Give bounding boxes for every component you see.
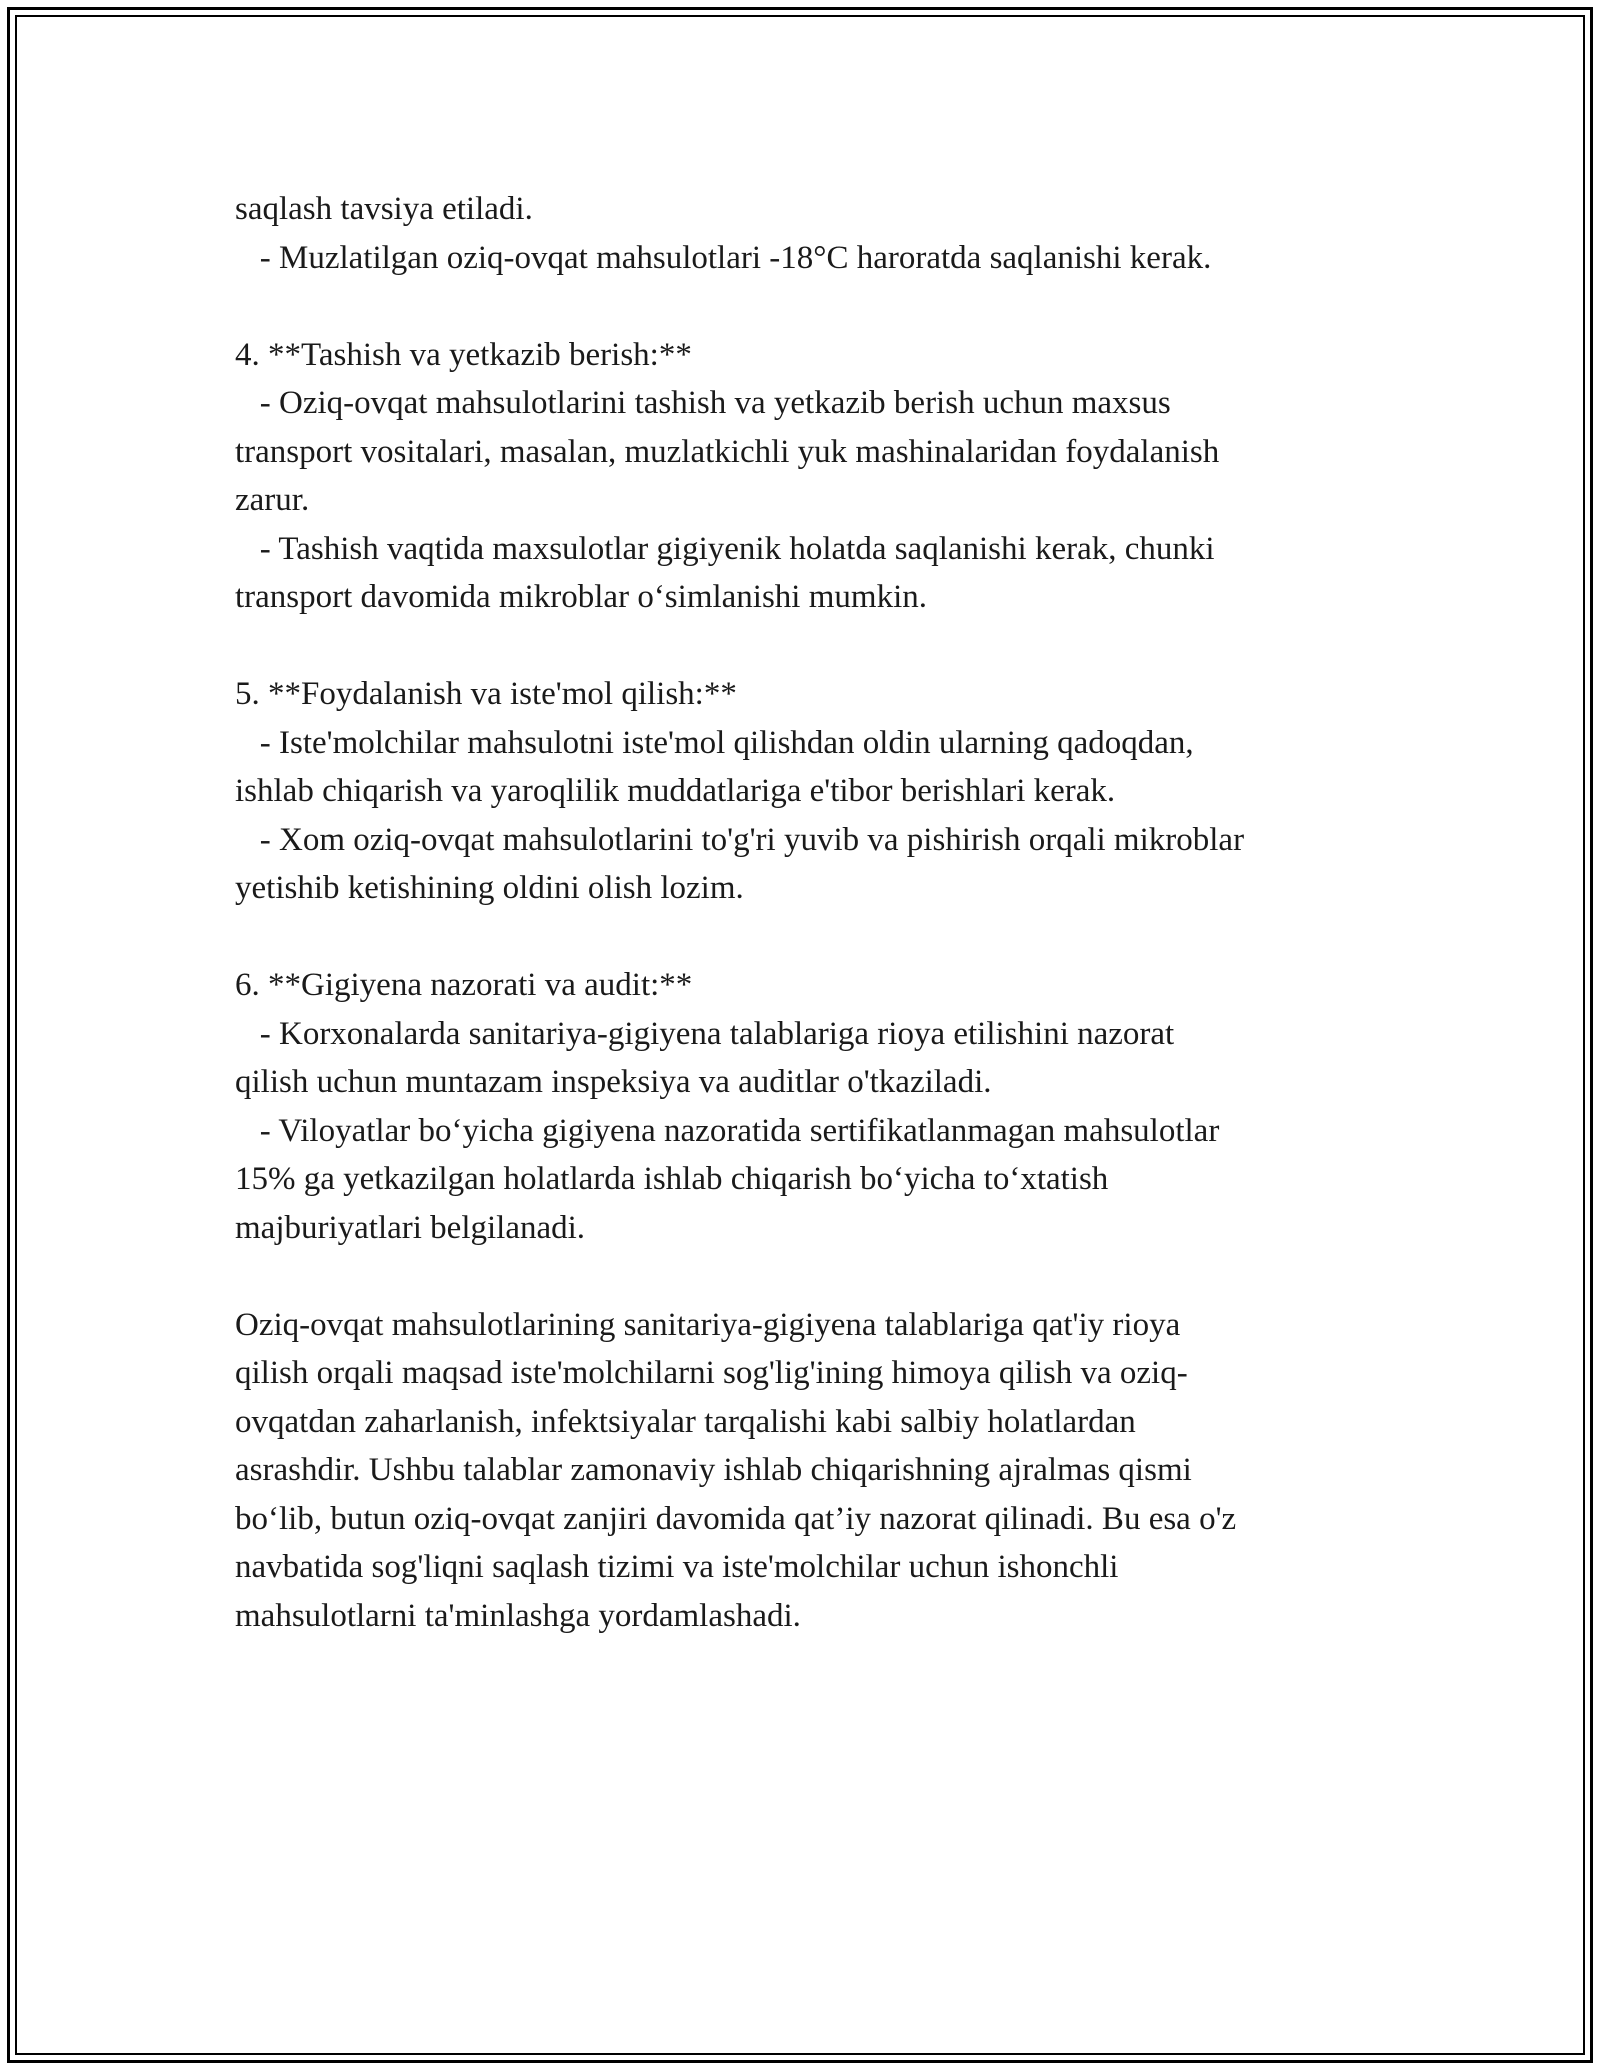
conclusion-line: ovqatdan zaharlanish, infektsiyalar tarqalishi kabi salbiy holatlardan [235, 1403, 1136, 1440]
text-line: - Tashish vaqtida maxsulotlar gigiyenik holatda saqlanishi kerak, chunki [235, 530, 1215, 567]
blank-line [235, 1252, 1375, 1301]
text-line: yetishib ketishining oldini olish lozim. [235, 870, 744, 906]
document-body [235, 185, 1375, 1640]
text-line: qilish uchun muntazam inspeksiya va auditlar o'tkaziladi. [235, 1064, 992, 1100]
conclusion-line: mahsulotlarni ta'minlashga yordamlashadi. [235, 1597, 801, 1634]
text-line: - Korxonalarda sanitariya-gigiyena talablariga rioya etilishini nazorat [235, 1015, 1175, 1052]
text-line: zarur. [235, 482, 310, 518]
conclusion-line: navbatida sog'liqni saqlash tizimi va iste'molchilar uchun ishonchli [235, 1549, 1119, 1585]
text-line: - Iste'molchilar mahsulotni iste'mol qilishdan oldin ularning qadoqdan, [235, 724, 1194, 761]
section-heading: 6. **Gigiyena nazorati va audit:** [235, 967, 693, 1003]
section-heading: 5. **Foydalanish va iste'mol qilish:** [235, 676, 737, 712]
blank-line [235, 913, 1375, 962]
text-line: 15% ga yetkazilgan holatlarda ishlab chiqarish bo‘yicha to‘xtatish [235, 1161, 1109, 1197]
blank-line [235, 622, 1375, 671]
text-line: transport vositalari, masalan, muzlatkichli yuk mashinalaridan foydalanish [235, 433, 1220, 470]
text-line: saqlash tavsiya etiladi. [235, 191, 533, 227]
text-line: transport davomida mikroblar o‘simlanishi mumkin. [235, 579, 927, 615]
text-line: - Oziq-ovqat mahsulotlarini tashish va yetkazib berish uchun maxsus [235, 385, 1171, 421]
text-line: majburiyatlari belgilanadi. [235, 1209, 586, 1246]
conclusion-line: qilish orqali maqsad iste'molchilarni sog'lig'ining himoya qilish va oziq- [235, 1355, 1188, 1391]
section-heading: 4. **Tashish va yetkazib berish:** [235, 336, 692, 373]
conclusion-line: bo‘lib, butun oziq-ovqat zanjiri davomida qat’iy nazorat qilinadi. Bu esa o'z [235, 1500, 1237, 1537]
conclusion-line: asrashdir. Ushbu talablar zamonaviy ishlab chiqarishning ajralmas qismi [235, 1452, 1192, 1488]
text-line: - Viloyatlar bo‘yicha gigiyena nazoratida sertifikatlanmagan mahsulotlar [235, 1112, 1220, 1149]
text-line: - Muzlatilgan oziq-ovqat mahsulotlari -18°C haroratda saqlanishi kerak. [235, 239, 1212, 276]
blank-line [235, 282, 1375, 331]
text-line: - Xom oziq-ovqat mahsulotlarini to'g'ri yuvib va pishirish orqali mikroblar [235, 821, 1245, 858]
conclusion-line: Oziq-ovqat mahsulotlarining sanitariya-gigiyena talablariga qat'iy rioya [235, 1306, 1181, 1343]
text-line: ishlab chiqarish va yaroqlilik muddatlariga e'tibor berishlari kerak. [235, 773, 1116, 809]
